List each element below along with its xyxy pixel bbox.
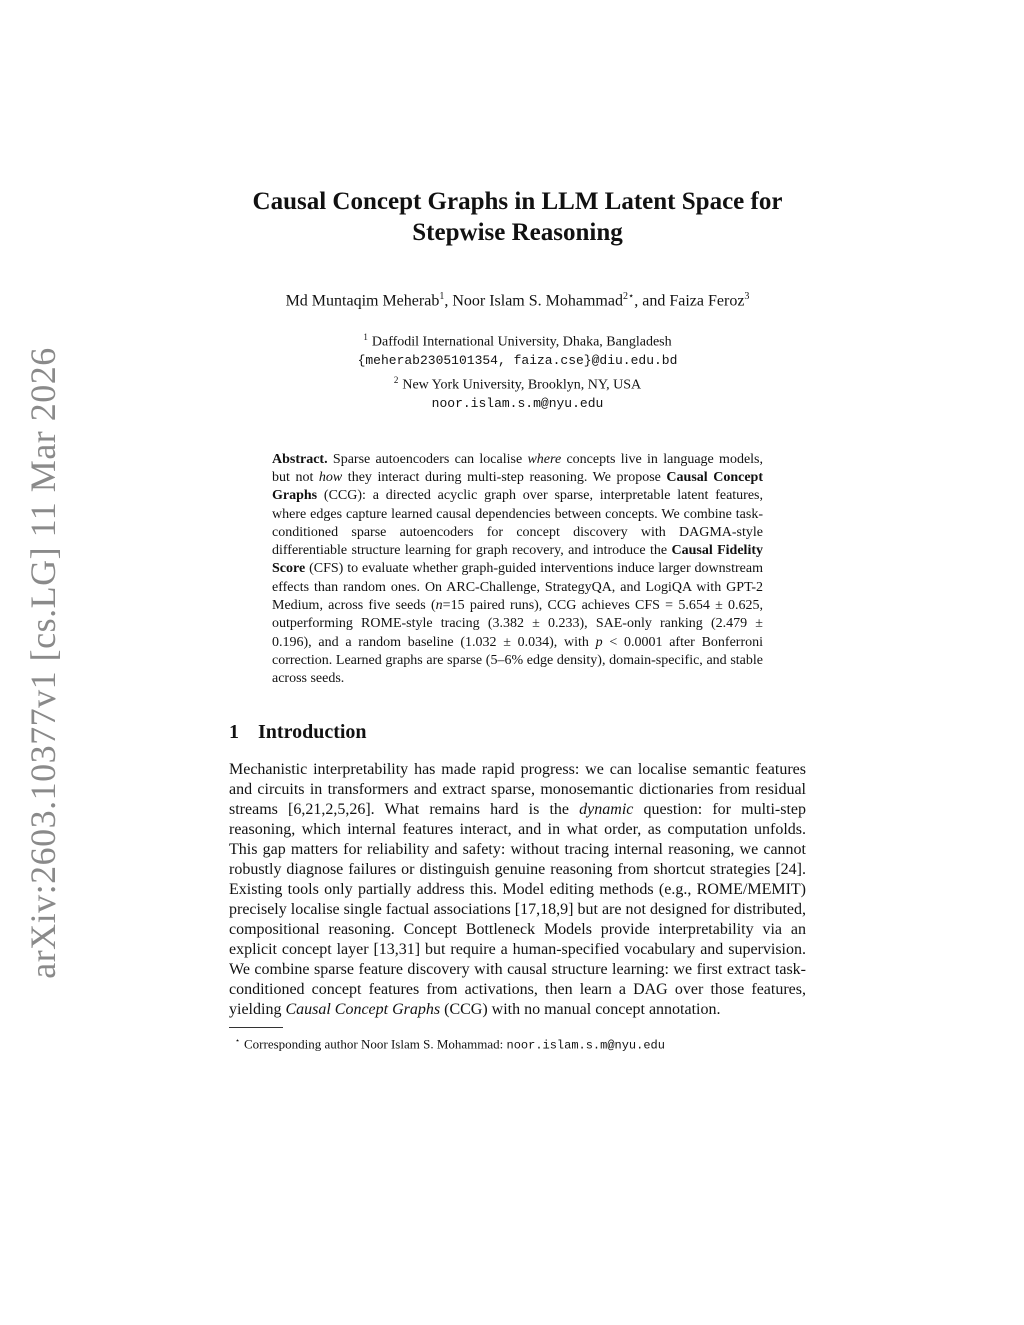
- paper-page: [229, 186, 806, 1053]
- intro-text: (CCG) with no manual concept annotation.: [440, 1000, 721, 1018]
- section-title: Introduction: [258, 720, 367, 743]
- abstract-text: (CFS) to evaluate whether graph-guided interventions induce larger downstream effects than random ones. On ARC-Challenge, StrategyQA, and LogiQA with GPT-2 Medium, across five seeds (: [272, 561, 763, 614]
- author-separator: ,: [444, 292, 453, 310]
- affiliation-2-mark: 2: [393, 374, 399, 385]
- intro-text: Mechanistic interpretability has made rapid progress: we can localise semantic features and circuits in transformers and extract sparse, monosemantic dictionaries from residual streams [6,21,2,5,26]. What remains hard is the: [229, 760, 806, 818]
- author-2-mark: 2⋆: [622, 291, 635, 302]
- affiliation-1-email: {meherab2305101354, faiza.cse}@diu.edu.bd: [357, 353, 678, 369]
- intro-paragraph: [229, 760, 806, 1020]
- section-number: 1: [229, 720, 239, 743]
- abstract-math: n: [435, 598, 443, 614]
- affiliation-1: [229, 328, 806, 352]
- affiliation-2: [229, 371, 806, 395]
- intro-text: question: for multi-step reasoning, which internal features interact, and in what order, as computation unfolds. This gap matters for reliability and safety: without tracing internal reasoning, we cannot robustly diagnose failures or distinguish genuine reasoning from shortcut strategies [24]. Existing tools only partially address this. Model editing methods (e.g., ROME/MEMIT) precisely localise single factual associations [17,18,9] but are not designed for distributed, compositional reasoning. Concept Bottleneck Models provide interpretability via an explicit concept layer [13,31] but require a human-specified vocabulary and supervision. We combine sparse feature discovery with causal structure learning: we first extract task-conditioned concept features from activations, then learn a DAG over those features, yielding: [229, 800, 806, 1018]
- footnote: [229, 1033, 806, 1053]
- title-line-1: Causal Concept Graphs in LLM Latent Space for: [252, 188, 783, 215]
- affiliation-2-text: New York University, Brooklyn, NY, USA: [402, 377, 642, 393]
- abstract-text: concepts live in language models, but not: [272, 451, 763, 485]
- author-1-mark: 1: [439, 291, 445, 302]
- footnote-text: Corresponding author Noor Islam S. Mohammad:: [244, 1035, 507, 1051]
- author-list: [229, 287, 806, 311]
- title-line-2: Stepwise Reasoning: [412, 219, 623, 246]
- abstract-math: p: [595, 634, 603, 650]
- abstract-emphasis: how: [318, 469, 343, 485]
- intro-emphasis: dynamic: [579, 800, 634, 818]
- author-2: Noor Islam S. Mohammad: [452, 292, 623, 310]
- section-heading: [229, 721, 806, 744]
- abstract-text: Sparse autoencoders can localise: [327, 451, 528, 467]
- affiliations: [229, 328, 806, 413]
- abstract-text: (CCG): a directed acyclic graph over sparse, interpretable latent features, where edges capture learned causal dependencies between concepts. We combine task-conditioned sparse autoencoders for concept discovery with DAGMA-style differentiable structure learning for graph recovery, and introduce the: [272, 488, 763, 559]
- footnote-email: noor.islam.s.m@nyu.edu: [506, 1037, 665, 1052]
- abstract: [272, 451, 763, 689]
- footnote-mark: ⋆: [235, 1035, 241, 1045]
- author-3-mark: 3: [744, 291, 750, 302]
- author-separator: , and: [634, 292, 670, 310]
- paper-title: [229, 186, 806, 248]
- affiliation-1-text: Daffodil International University, Dhaka, Bangladesh: [371, 334, 672, 350]
- abstract-emphasis: where: [527, 451, 562, 467]
- abstract-term-cfs: Causal Fidelity Score: [272, 543, 763, 577]
- affiliation-2-email: noor.islam.s.m@nyu.edu: [431, 396, 604, 412]
- arxiv-identifier: arXiv:2603.10377v1 [cs.LG] 11 Mar 2026: [23, 347, 63, 979]
- abstract-text: < 0.0001 after Bonferroni correction. Learned graphs are sparse (5–6% edge density), domain-specific, and stable across seeds.: [272, 634, 763, 687]
- author-3: Faiza Feroz: [669, 292, 745, 310]
- affiliation-1-mark: 1: [363, 332, 368, 343]
- abstract-term-ccg: Causal Concept Graphs: [272, 469, 763, 504]
- intro-emphasis: Causal Concept Graphs: [285, 1000, 441, 1018]
- author-1: Md Muntaqim Meherab: [285, 292, 440, 310]
- abstract-label: Abstract.: [272, 451, 328, 467]
- abstract-text: =15 paired runs), CCG achieves CFS = 5.654 ± 0.625, outperforming ROME-style tracing (3.382 ± 0.233), SAE-only ranking (2.479 ± 0.196), and a random baseline (1.032 ± 0.034), with: [272, 598, 763, 650]
- abstract-text: they interact during multi-step reasoning. We propose: [342, 469, 667, 485]
- footnote-rule: [229, 1027, 283, 1028]
